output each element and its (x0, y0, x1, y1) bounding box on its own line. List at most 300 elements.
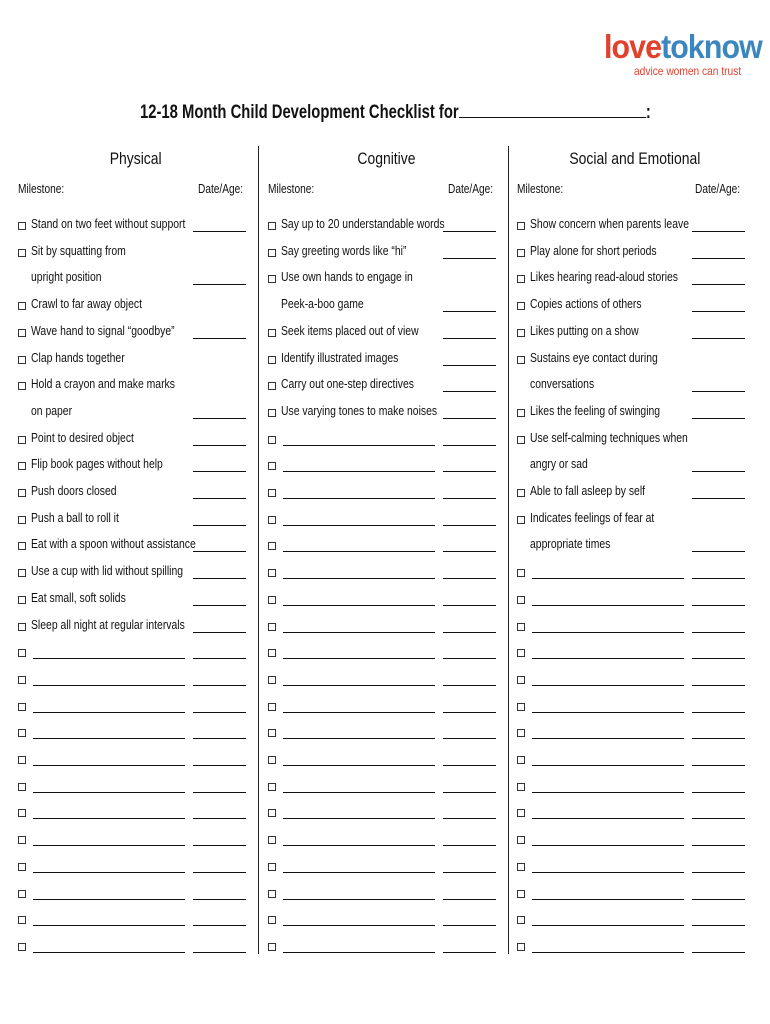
date-age-blank[interactable] (193, 792, 246, 793)
milestone-checkbox[interactable] (268, 809, 276, 817)
milestone-checkbox[interactable] (268, 916, 276, 924)
date-age-blank[interactable] (692, 925, 745, 926)
milestone-blank[interactable] (33, 738, 185, 739)
date-age-blank[interactable] (692, 872, 745, 873)
milestone-checkbox[interactable] (268, 249, 276, 257)
date-age-blank[interactable] (692, 899, 745, 900)
blank-checklist-row (18, 748, 254, 774)
blank-checklist-row (517, 721, 753, 747)
date-age-blank[interactable] (443, 311, 496, 312)
date-age-blank[interactable] (692, 551, 745, 552)
milestone-checkbox[interactable] (517, 729, 525, 737)
milestone-checkbox[interactable] (268, 542, 276, 550)
milestone-text: Use self-calming techniques when (530, 429, 688, 445)
date-age-blank[interactable] (193, 445, 246, 446)
milestone-blank[interactable] (283, 445, 435, 446)
checklist-row (517, 321, 753, 347)
milestone-checkbox[interactable] (268, 489, 276, 497)
milestone-checkbox[interactable] (268, 436, 276, 444)
date-age-blank[interactable] (193, 284, 246, 285)
blank-checklist-row (268, 828, 504, 854)
milestone-blank[interactable] (283, 632, 435, 633)
blank-checklist-row (18, 695, 254, 721)
milestone-blank[interactable] (532, 578, 684, 579)
column-heading-text: Physical (110, 149, 162, 168)
milestone-checkbox[interactable] (18, 836, 26, 844)
date-age-blank[interactable] (443, 685, 496, 686)
date-age-blank[interactable] (692, 738, 745, 739)
date-age-blank[interactable] (443, 231, 496, 232)
milestone-blank[interactable] (283, 765, 435, 766)
milestone-blank[interactable] (33, 872, 185, 873)
date-age-blank[interactable] (443, 418, 496, 419)
milestone-blank[interactable] (283, 605, 435, 606)
milestone-checkbox[interactable] (18, 382, 26, 390)
milestone-blank[interactable] (33, 765, 185, 766)
milestone-blank[interactable] (532, 712, 684, 713)
milestone-checkbox[interactable] (517, 356, 525, 364)
blank-checklist-row (18, 855, 254, 881)
milestone-text: Able to fall asleep by self (530, 483, 646, 498)
milestone-header: Milestone: (18, 181, 65, 196)
milestone-checkbox[interactable] (18, 249, 26, 257)
page-title-end: : (645, 102, 651, 123)
milestone-checkbox[interactable] (18, 516, 26, 524)
date-age-blank[interactable] (193, 605, 246, 606)
blank-checklist-row (268, 935, 504, 961)
milestone-blank[interactable] (532, 899, 684, 900)
blank-checklist-row (517, 828, 753, 854)
milestone-checkbox[interactable] (517, 569, 525, 577)
blank-checklist-row (517, 641, 753, 667)
milestone-checkbox[interactable] (268, 756, 276, 764)
checklist-row (18, 241, 254, 267)
milestone-text: Push doors closed (31, 483, 117, 498)
checklist-row (268, 294, 504, 320)
milestone-blank[interactable] (532, 925, 684, 926)
date-age-blank[interactable] (193, 658, 246, 659)
blank-checklist-row (18, 935, 254, 961)
milestone-checkbox[interactable] (18, 569, 26, 577)
milestone-blank[interactable] (33, 952, 185, 953)
milestone-text: conversations (530, 376, 595, 392)
column-heading (268, 149, 504, 169)
date-age-blank[interactable] (443, 712, 496, 713)
date-age-blank[interactable] (193, 471, 246, 472)
blank-checklist-row (268, 775, 504, 801)
milestone-text: Identify illustrated images (281, 349, 399, 365)
milestone-checkbox[interactable] (268, 703, 276, 711)
milestone-checkbox[interactable] (517, 596, 525, 604)
milestone-checkbox[interactable] (18, 329, 26, 337)
column-divider (508, 146, 509, 954)
date-age-blank[interactable] (692, 765, 745, 766)
milestone-blank[interactable] (532, 792, 684, 793)
date-age-blank[interactable] (443, 338, 496, 339)
milestone-checkbox[interactable] (517, 222, 525, 230)
date-age-blank[interactable] (692, 952, 745, 953)
milestone-text: Peek-a-boo game (281, 296, 364, 312)
milestone-blank[interactable] (33, 712, 185, 713)
milestone-checkbox[interactable] (517, 890, 525, 898)
milestone-blank[interactable] (283, 872, 435, 873)
blank-checklist-row (517, 695, 753, 721)
milestone-blank[interactable] (532, 632, 684, 633)
milestone-checkbox[interactable] (517, 275, 525, 283)
blank-checklist-row (268, 481, 504, 507)
milestone-blank[interactable] (283, 525, 435, 526)
blank-checklist-row (517, 882, 753, 908)
date-age-blank[interactable] (193, 952, 246, 953)
milestone-blank[interactable] (532, 658, 684, 659)
milestone-blank[interactable] (283, 818, 435, 819)
date-age-blank[interactable] (193, 632, 246, 633)
checklist-row (18, 454, 254, 480)
checklist-row (517, 481, 753, 507)
milestone-text: Use own hands to engage in (281, 269, 413, 285)
checklist-row (18, 321, 254, 347)
date-age-blank[interactable] (692, 578, 745, 579)
checklist-row (18, 401, 254, 427)
milestone-checkbox[interactable] (268, 516, 276, 524)
date-age-blank[interactable] (193, 418, 246, 419)
milestone-blank[interactable] (283, 738, 435, 739)
date-age-blank[interactable] (193, 525, 246, 526)
date-age-blank[interactable] (443, 605, 496, 606)
blank-checklist-row (517, 748, 753, 774)
date-age-blank[interactable] (193, 338, 246, 339)
milestone-blank[interactable] (283, 899, 435, 900)
milestone-checkbox[interactable] (18, 596, 26, 604)
date-age-blank[interactable] (443, 925, 496, 926)
checklist-row (517, 294, 753, 320)
checklist-row (18, 374, 254, 400)
milestone-checkbox[interactable] (268, 569, 276, 577)
checklist-row (268, 267, 504, 293)
milestone-blank[interactable] (283, 925, 435, 926)
milestone-text: Stand on two feet without support (31, 216, 186, 231)
milestone-blank[interactable] (532, 605, 684, 606)
date-age-blank[interactable] (443, 445, 496, 446)
checklist-row (517, 214, 753, 240)
milestone-checkbox[interactable] (517, 329, 525, 337)
date-age-blank[interactable] (193, 765, 246, 766)
milestone-text: Wave hand to signal “goodbye” (31, 322, 175, 338)
logo-love: love (604, 28, 662, 65)
milestone-checkbox[interactable] (517, 516, 525, 524)
date-age-blank[interactable] (692, 338, 745, 339)
milestone-checkbox[interactable] (18, 676, 26, 684)
checklist-row (517, 267, 753, 293)
date-age-blank[interactable] (443, 498, 496, 499)
milestone-blank[interactable] (283, 578, 435, 579)
blank-checklist-row (268, 801, 504, 827)
date-age-header: Date/Age: (695, 181, 741, 196)
date-age-blank[interactable] (193, 685, 246, 686)
milestone-text: Sustains eye contact during (530, 349, 658, 365)
date-age-blank[interactable] (443, 551, 496, 552)
date-age-blank[interactable] (443, 899, 496, 900)
milestone-text: Crawl to far away object (31, 296, 142, 312)
page-title (140, 99, 651, 124)
date-age-blank[interactable] (193, 578, 246, 579)
date-age-blank[interactable] (193, 899, 246, 900)
milestone-blank[interactable] (33, 845, 185, 846)
date-age-blank[interactable] (193, 498, 246, 499)
blank-checklist-row (268, 508, 504, 534)
page-title-text: 12-18 Month Child Development Checklist for (140, 102, 459, 123)
column-heading (517, 149, 753, 169)
date-age-blank[interactable] (443, 391, 496, 392)
date-age-blank[interactable] (443, 632, 496, 633)
milestone-checkbox[interactable] (18, 783, 26, 791)
milestone-blank[interactable] (283, 952, 435, 953)
date-age-blank[interactable] (692, 418, 745, 419)
date-age-blank[interactable] (443, 738, 496, 739)
date-age-blank[interactable] (692, 792, 745, 793)
milestone-checkbox[interactable] (517, 703, 525, 711)
milestone-blank[interactable] (283, 498, 435, 499)
milestone-text: Eat with a spoon without assistance (31, 536, 196, 552)
checklist-row (18, 348, 254, 374)
date-age-blank[interactable] (692, 231, 745, 232)
checklist-row (517, 454, 753, 480)
blank-checklist-row (268, 668, 504, 694)
milestone-checkbox[interactable] (268, 863, 276, 871)
checklist-row (18, 615, 254, 641)
date-age-blank[interactable] (193, 925, 246, 926)
blank-checklist-row (517, 801, 753, 827)
milestone-checkbox[interactable] (517, 302, 525, 310)
date-age-blank[interactable] (692, 658, 745, 659)
date-age-blank[interactable] (692, 311, 745, 312)
date-age-blank[interactable] (692, 284, 745, 285)
date-age-blank[interactable] (193, 231, 246, 232)
milestone-checkbox[interactable] (268, 729, 276, 737)
milestone-checkbox[interactable] (517, 623, 525, 631)
milestone-blank[interactable] (283, 658, 435, 659)
milestone-checkbox[interactable] (268, 382, 276, 390)
milestone-checkbox[interactable] (18, 542, 26, 550)
checklist-row (18, 508, 254, 534)
milestone-blank[interactable] (532, 685, 684, 686)
date-age-blank[interactable] (692, 818, 745, 819)
blank-checklist-row (517, 908, 753, 934)
milestone-checkbox[interactable] (268, 596, 276, 604)
blank-checklist-row (268, 882, 504, 908)
milestone-text: Likes the feeling of swinging (530, 402, 661, 418)
milestone-checkbox[interactable] (517, 489, 525, 497)
checklist-row (268, 321, 504, 347)
milestone-text: Clap hands together (31, 349, 125, 365)
milestone-blank[interactable] (283, 471, 435, 472)
milestone-checkbox[interactable] (268, 836, 276, 844)
milestone-blank[interactable] (283, 792, 435, 793)
date-age-blank[interactable] (692, 632, 745, 633)
milestone-blank[interactable] (33, 685, 185, 686)
milestone-blank[interactable] (283, 685, 435, 686)
milestone-text: Likes putting on a show (530, 322, 639, 338)
date-age-blank[interactable] (443, 258, 496, 259)
milestone-checkbox[interactable] (18, 489, 26, 497)
date-age-blank[interactable] (692, 258, 745, 259)
blank-checklist-row (268, 588, 504, 614)
checklist-row (517, 348, 753, 374)
milestone-text: Sit by squatting from (31, 242, 126, 258)
blank-checklist-row (18, 775, 254, 801)
milestone-text: angry or sad (530, 456, 588, 472)
milestone-checkbox[interactable] (18, 222, 26, 230)
milestone-checkbox[interactable] (517, 436, 525, 444)
milestone-checkbox[interactable] (268, 275, 276, 283)
milestone-checkbox[interactable] (517, 783, 525, 791)
milestone-checkbox[interactable] (517, 649, 525, 657)
lovetoknow-logo (604, 28, 762, 80)
date-age-blank[interactable] (193, 551, 246, 552)
milestone-checkbox[interactable] (18, 302, 26, 310)
date-age-blank[interactable] (692, 845, 745, 846)
milestone-checkbox[interactable] (517, 836, 525, 844)
date-age-blank[interactable] (193, 712, 246, 713)
checklist-row (18, 214, 254, 240)
milestone-checkbox[interactable] (268, 409, 276, 417)
date-age-header: Date/Age: (448, 181, 494, 196)
milestone-blank[interactable] (283, 712, 435, 713)
date-age-blank[interactable] (443, 952, 496, 953)
milestone-blank[interactable] (532, 872, 684, 873)
milestone-header: Milestone: (517, 181, 564, 196)
date-age-blank[interactable] (193, 845, 246, 846)
date-age-blank[interactable] (193, 818, 246, 819)
date-age-blank[interactable] (443, 658, 496, 659)
date-age-header: Date/Age: (198, 181, 244, 196)
milestone-checkbox[interactable] (18, 863, 26, 871)
date-age-blank[interactable] (193, 738, 246, 739)
milestone-text: Hold a crayon and make marks (31, 376, 175, 392)
milestone-blank[interactable] (532, 845, 684, 846)
milestone-header: Milestone: (268, 181, 315, 196)
milestone-blank[interactable] (33, 658, 185, 659)
milestone-checkbox[interactable] (268, 943, 276, 951)
milestone-checkbox[interactable] (18, 943, 26, 951)
milestone-checkbox[interactable] (517, 409, 525, 417)
checklist-row (517, 401, 753, 427)
milestone-checkbox[interactable] (18, 703, 26, 711)
milestone-checkbox[interactable] (517, 676, 525, 684)
date-age-blank[interactable] (193, 872, 246, 873)
milestone-checkbox[interactable] (18, 649, 26, 657)
date-age-blank[interactable] (692, 471, 745, 472)
date-age-blank[interactable] (692, 685, 745, 686)
date-age-blank[interactable] (443, 765, 496, 766)
date-age-blank[interactable] (692, 712, 745, 713)
milestone-checkbox[interactable] (18, 356, 26, 364)
milestone-checkbox[interactable] (18, 890, 26, 898)
milestone-checkbox[interactable] (18, 756, 26, 764)
milestone-blank[interactable] (532, 738, 684, 739)
logo-toknow: toknow (661, 28, 762, 65)
milestone-checkbox[interactable] (18, 623, 26, 631)
milestone-blank[interactable] (532, 952, 684, 953)
date-age-blank[interactable] (443, 818, 496, 819)
milestone-checkbox[interactable] (517, 756, 525, 764)
milestone-checkbox[interactable] (517, 943, 525, 951)
blank-checklist-row (268, 641, 504, 667)
child-name-blank[interactable] (459, 99, 646, 118)
date-age-blank[interactable] (443, 872, 496, 873)
column-divider (258, 146, 259, 954)
date-age-blank[interactable] (443, 792, 496, 793)
milestone-checkbox[interactable] (268, 623, 276, 631)
milestone-checkbox[interactable] (268, 783, 276, 791)
milestone-text: Show concern when parents leave (530, 216, 689, 231)
blank-checklist-row (268, 748, 504, 774)
checklist-row (517, 428, 753, 454)
milestone-checkbox[interactable] (268, 356, 276, 364)
logo-wordmark (604, 28, 762, 65)
column-heading (18, 149, 254, 169)
milestone-checkbox[interactable] (517, 809, 525, 817)
milestone-checkbox[interactable] (268, 890, 276, 898)
milestone-blank[interactable] (33, 899, 185, 900)
date-age-blank[interactable] (692, 498, 745, 499)
date-age-blank[interactable] (692, 391, 745, 392)
milestone-checkbox[interactable] (268, 676, 276, 684)
milestone-text: Push a ball to roll it (31, 509, 119, 525)
blank-checklist-row (268, 428, 504, 454)
milestone-blank[interactable] (532, 765, 684, 766)
milestone-text: Eat small, soft solids (31, 589, 126, 605)
milestone-blank[interactable] (532, 818, 684, 819)
date-age-blank[interactable] (692, 605, 745, 606)
milestone-text: Carry out one-step directives (281, 376, 414, 392)
blank-checklist-row (517, 588, 753, 614)
milestone-checkbox[interactable] (268, 329, 276, 337)
blank-checklist-row (268, 695, 504, 721)
column-heading-text: Cognitive (356, 149, 416, 168)
milestone-blank[interactable] (33, 818, 185, 819)
blank-checklist-row (268, 908, 504, 934)
milestone-checkbox[interactable] (18, 462, 26, 470)
milestone-checkbox[interactable] (268, 649, 276, 657)
milestone-checkbox[interactable] (18, 916, 26, 924)
date-age-blank[interactable] (443, 471, 496, 472)
blank-checklist-row (517, 855, 753, 881)
blank-checklist-row (268, 534, 504, 560)
milestone-checkbox[interactable] (18, 809, 26, 817)
milestone-checkbox[interactable] (18, 436, 26, 444)
milestone-blank[interactable] (33, 925, 185, 926)
milestone-blank[interactable] (283, 551, 435, 552)
milestone-checkbox[interactable] (517, 249, 525, 257)
blank-checklist-row (268, 454, 504, 480)
milestone-checkbox[interactable] (517, 863, 525, 871)
milestone-text: Use varying tones to make noises (281, 402, 438, 418)
milestone-blank[interactable] (283, 845, 435, 846)
milestone-checkbox[interactable] (517, 916, 525, 924)
date-age-blank[interactable] (443, 845, 496, 846)
milestone-checkbox[interactable] (18, 729, 26, 737)
date-age-blank[interactable] (443, 365, 496, 366)
date-age-blank[interactable] (443, 525, 496, 526)
date-age-blank[interactable] (443, 578, 496, 579)
milestone-checkbox[interactable] (268, 462, 276, 470)
blank-checklist-row (517, 561, 753, 587)
milestone-checkbox[interactable] (268, 222, 276, 230)
milestone-text: Point to desired object (31, 429, 134, 445)
milestone-text: Seek items placed out of view (281, 322, 419, 338)
milestone-blank[interactable] (33, 792, 185, 793)
